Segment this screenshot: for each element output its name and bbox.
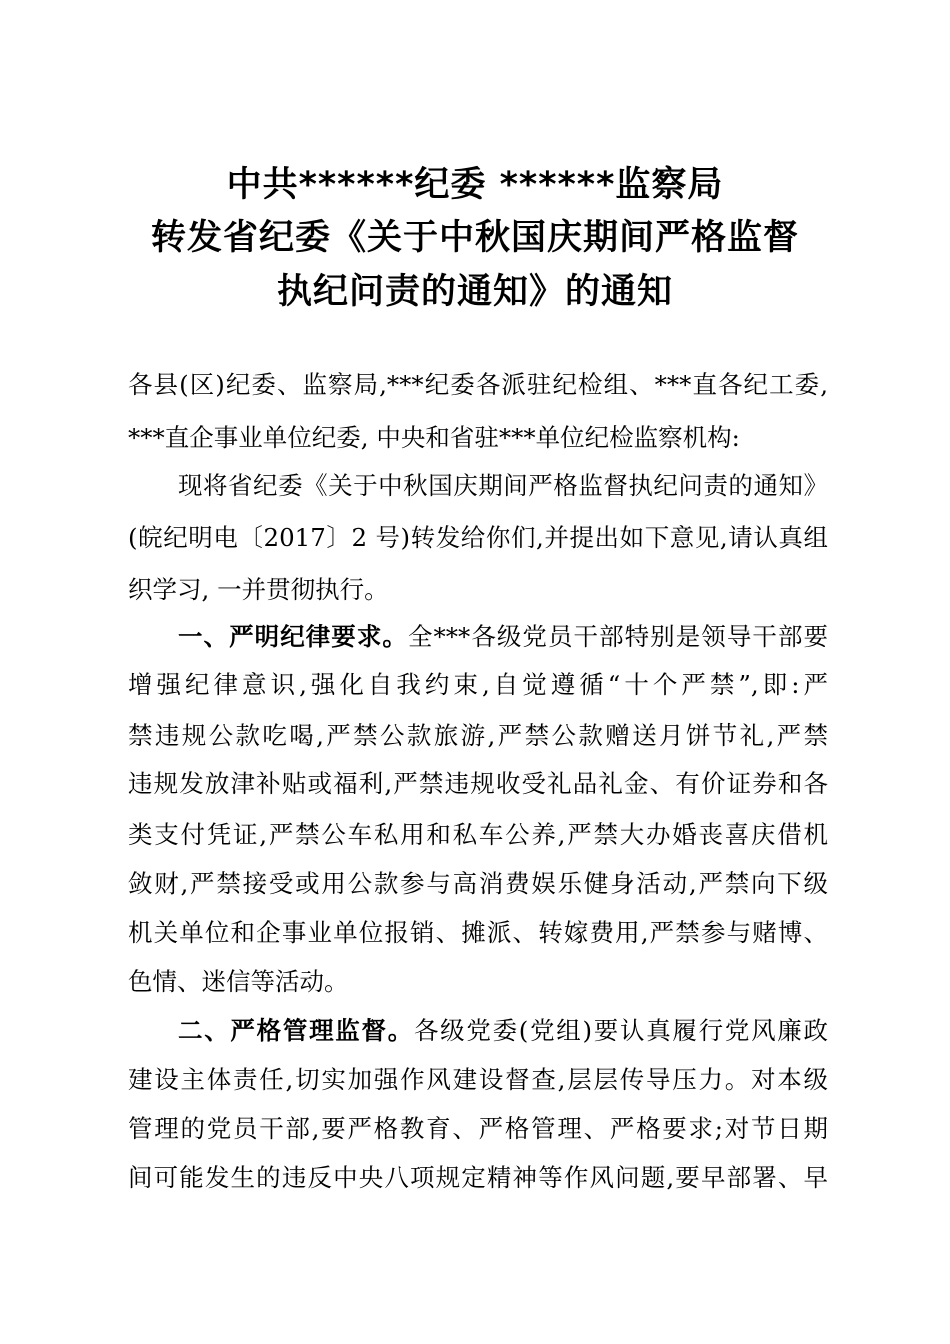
section-1-line-1-text: 全***各级党员干部特别是领导干部要 <box>407 622 828 651</box>
intro-line-3: 织学习, 一并贯彻执行。 <box>128 575 389 604</box>
document-title-line-3: 执纪问责的通知》的通知 <box>276 272 673 312</box>
document-title-line-2: 转发省纪委《关于中秋国庆期间严格监督 <box>150 218 799 258</box>
section-1-line-1 <box>178 617 828 657</box>
section-2-line-4: 间可能发生的违反中央八项规定精神等作风问题,要早部署、早 <box>128 1163 828 1192</box>
section-1-line-5: 类支付凭证,严禁公车私用和私车公养,严禁大办婚丧喜庆借机 <box>128 820 828 849</box>
section-1-line-6: 敛财,严禁接受或用公款参与高消费娱乐健身活动,严禁向下级 <box>128 869 828 898</box>
section-2-heading: 二、严格管理监督。 <box>178 1016 414 1045</box>
section-1-line-8: 色情、迷信等活动。 <box>128 967 349 996</box>
addressee-line-1: 各县(区)纪委、监察局,***纪委各派驻纪检组、***直各纪工委, <box>128 370 828 399</box>
section-2-line-2: 建设主体责任,切实加强作风建设督查,层层传导压力。对本级 <box>128 1065 828 1094</box>
document-title-line-1: 中共******纪委 ******监察局 <box>226 165 724 205</box>
section-1-line-4: 违规发放津补贴或福利,严禁违规收受礼品礼金、有价证券和各 <box>128 769 828 798</box>
section-2-line-3: 管理的党员干部,要严格教育、严格管理、严格要求;对节日期 <box>128 1114 828 1143</box>
section-1-line-3: 禁违规公款吃喝,严禁公款旅游,严禁公款赠送月饼节礼,严禁 <box>128 721 828 750</box>
section-1-line-7: 机关单位和企事业单位报销、摊派、转嫁费用,严禁参与赌博、 <box>128 918 828 947</box>
section-2-line-1-text: 各级党委(党组)要认真履行党风廉政 <box>413 1016 828 1045</box>
section-2-line-1 <box>178 1011 828 1051</box>
addressee-line-2: ***直企事业单位纪委, 中央和省驻***单位纪检监察机构: <box>128 423 740 452</box>
intro-line-1: 现将省纪委《关于中秋国庆期间严格监督执纪问责的通知》 <box>178 471 828 500</box>
intro-line-2: (皖纪明电〔2017〕2 号)转发给你们,并提出如下意见,请认真组 <box>128 523 828 552</box>
section-1-line-2: 增强纪律意识,强化自我约束,自觉遵循“十个严禁”,即:严 <box>128 670 828 699</box>
section-1-heading: 一、严明纪律要求。 <box>178 622 408 651</box>
